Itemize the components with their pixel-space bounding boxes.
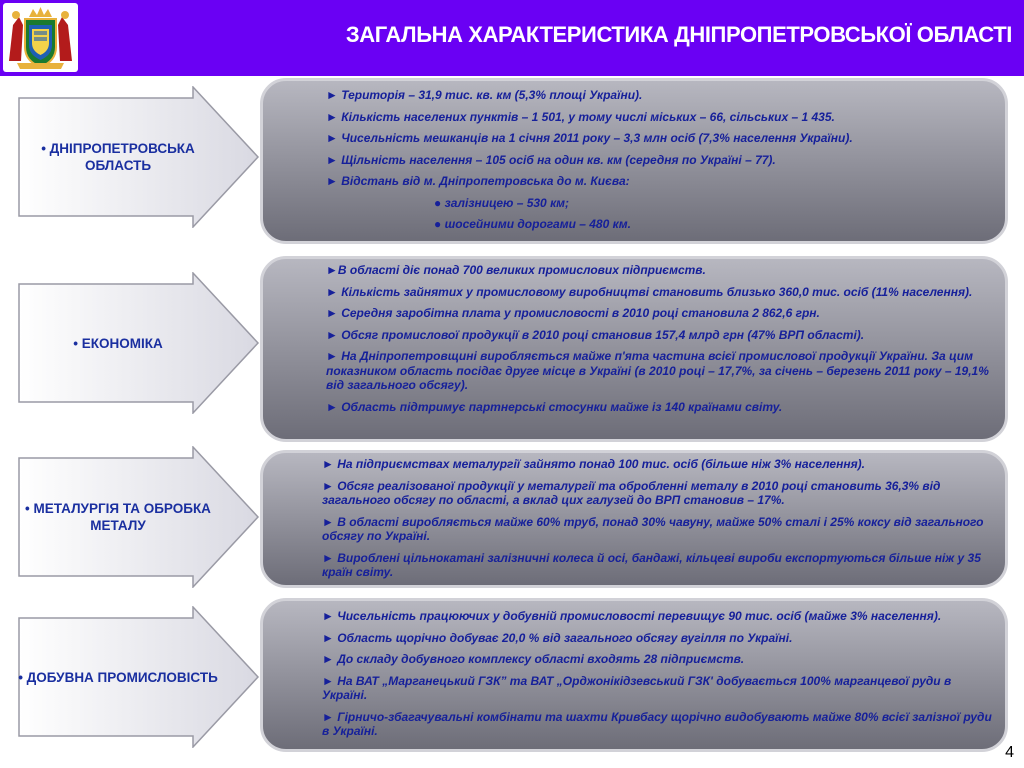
list-item: ► Обсяг промислової продукції в 2010 році становив 157,4 млрд грн (47% ВРП області). bbox=[326, 327, 865, 342]
list-item: ● залізницею – 530 км; bbox=[434, 195, 570, 210]
page-title: ЗАГАЛЬНА ХАРАКТЕРИСТИКА ДНІПРОПЕТРОВСЬКОЇ ОБЛАСТІ bbox=[345, 22, 1012, 47]
section-arrow-metallurgy bbox=[18, 446, 260, 588]
section-label-mining: • ДОБУВНА ПРОМИСЛОВІСТЬ bbox=[18, 669, 218, 685]
list-item: ► Область підтримує партнерські стосунки майже із 140 країнами світу. bbox=[326, 399, 783, 414]
list-item: ► Обсяг реалізованої продукції у металургії та обробленні металу в 2010 році становить 36,3% від загального обсягу по області, а вклад цих галузей до ВРП становив – 17%. bbox=[322, 478, 941, 507]
title-bar bbox=[0, 0, 1024, 76]
list-item: ► Територія – 31,9 тис. кв. км (5,3% площі України). bbox=[326, 88, 643, 102]
list-item: ► На підприємствах металургії зайнято понад 100 тис. осіб (більше ніж 3% населення). bbox=[322, 457, 865, 471]
section-arrow-mining bbox=[18, 606, 260, 748]
list-item: ► До складу добувного комплексу області входять 28 підприємств. bbox=[322, 652, 745, 666]
panel-economy-text bbox=[326, 263, 996, 421]
list-item: ► Кількість населених пунктів – 1 501, у тому числі міських – 66, сільських – 1 435. bbox=[326, 109, 835, 124]
section-arrow-economy bbox=[18, 272, 260, 414]
list-item: ► Область щорічно добуває 20,0 % від загального обсягу вугілля по Україні. bbox=[322, 630, 793, 645]
panel-region-text bbox=[326, 88, 996, 239]
list-item: ► Кількість зайнятих у промисловому виробництві становить близько 360,0 тис. осіб (11% населення). bbox=[326, 284, 973, 299]
list-item: ► В області виробляється майже 60% труб, понад 30% чавуну, майже 50% сталі і 25% коксу від загального обсягу по Україні. bbox=[322, 514, 984, 543]
list-item: ● шосейними дорогами – 480 км. bbox=[434, 217, 631, 231]
section-label-region: • ДНІПРОПЕТРОВСЬКА ОБЛАСТЬ bbox=[41, 141, 195, 173]
panel-metallurgy-text bbox=[322, 457, 998, 587]
panel-mining-text bbox=[322, 609, 998, 746]
list-item: ► Щільність населення – 105 осіб на один кв. км (середня по Україні – 77). bbox=[326, 152, 776, 167]
list-item: ► Чисельність працюючих у добувній промисловості перевищує 90 тис. осіб (майже 3% населення). bbox=[322, 609, 942, 623]
list-item: ► Середня заробітна плата у промисловості в 2010 році становила 2 862,6 грн. bbox=[326, 306, 820, 320]
list-item: ►В області діє понад 700 великих промислових підприємств. bbox=[326, 263, 706, 277]
list-item: ► На Дніпропетровщині виробляється майже п'ята частина всієї промислової продукції України. За цим показником область посідає друге місце в Україні (в 2010 році – 17,7%, за січень – березень 2011 року – 19,1% від загального обсягу). bbox=[326, 349, 989, 392]
section-arrow-region bbox=[18, 86, 260, 228]
list-item: ► Гірничо-збагачувальні комбінати та шахти Кривбасу щорічно видобувають майже 80% всієї залізної руди в Україні. bbox=[322, 709, 992, 738]
list-item: ► Вироблені цільнокатані залізничні колеса й осі, бандажі, кільцеві вироби експортуються більше ніж у 35 країн світу. bbox=[322, 550, 981, 579]
list-item: ► Відстань від м. Дніпропетровська до м. Києва: bbox=[326, 174, 630, 188]
list-item: ► Чисельність мешканців на 1 січня 2011 року – 3,3 млн осіб (7,3% населення України). bbox=[326, 131, 853, 145]
list-item: ► На ВАТ „Марганецький ГЗК” та ВАТ „Орджонікідзевський ГЗК' добувається 100% марганцевої руди в Україні. bbox=[322, 673, 952, 702]
section-label-metallurgy: • МЕТАЛУРГІЯ ТА ОБРОБКА МЕТАЛУ bbox=[25, 501, 211, 533]
page-number: 4 bbox=[1005, 744, 1014, 761]
section-label-economy: • ЕКОНОМІКА bbox=[73, 335, 163, 351]
coat-of-arms-icon bbox=[3, 3, 78, 72]
